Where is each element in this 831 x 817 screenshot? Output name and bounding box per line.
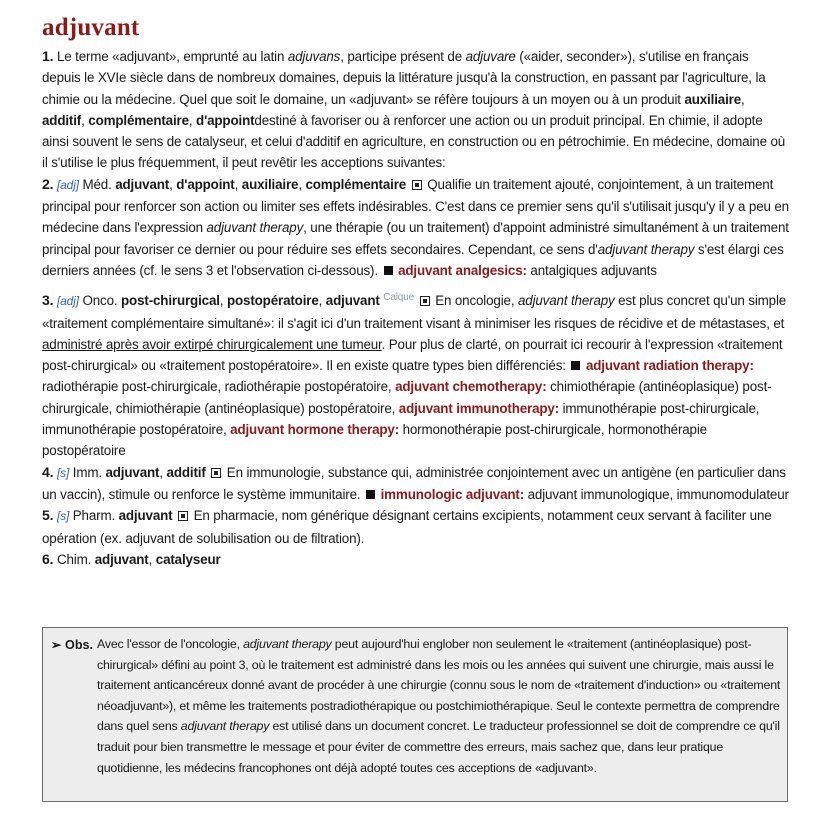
sense-text: , participe présent de (340, 49, 466, 64)
pos-tag: [s] (56, 465, 70, 480)
latin-term: adjuvans (287, 49, 341, 64)
entry-title: adjuvant (42, 14, 140, 41)
domain-label: Méd. (78, 176, 116, 192)
sense-5 (42, 505, 790, 549)
equivalent-term: d'appoint (196, 112, 255, 128)
separator: , (188, 112, 197, 128)
english-term: adjuvant therapy (517, 293, 615, 309)
equivalent-term: adjuvant (115, 176, 170, 192)
observation-segment: Avec l'essor de l'oncologie, (97, 637, 244, 651)
sense-text: destiné à favoriser ou à renforcer une action ou un produit principal. En chimie, il adopte ainsi souvent le sens de catalyseur, et celui d'additif en agriculture, en construction ou en pétrochimie. En médecine, domaine où il s'utilise le plus fréquemment, il peut revêtir les acceptions suivantes: (42, 112, 786, 171)
equivalent-term: complémentaire (88, 112, 189, 128)
collocation-translation: adjuvant immunologique, immunomodulateur (524, 486, 789, 502)
equivalent-term: adjuvant (94, 551, 149, 567)
separator: , (219, 293, 227, 309)
collocation-marker-icon (384, 266, 393, 275)
observation-segment: est utilisé dans un document concret. Le traducteur professionnel se doit de comprendre ce qu'il traduit pour bien transmettre le message et pour éviter de commettre des erreurs, mais sachez que, dans leur pratique quotidienne, les médecins francophones ont déjà adopté toutes ces acceptions de «adjuvant». (97, 719, 780, 775)
definition-marker-icon (178, 511, 188, 521)
observation-label: ➢ Obs. (51, 638, 94, 652)
sense-text: Le terme «adjuvant», emprunté au latin (53, 49, 288, 64)
collocation-term: adjuvant immunotherapy: (398, 400, 560, 416)
domain-label: Pharm. (69, 508, 119, 524)
english-term: adjuvant therapy (206, 220, 304, 236)
sense-4 (42, 462, 790, 506)
collocation-term: immunologic adjuvant: (380, 486, 525, 502)
sense-text: En immunologie, substance qui, administrée conjointement avec un antigène (en particulier dans un vaccin), stimule ou renforce le système immunitaire. (42, 464, 786, 502)
english-term: adjuvant therapy (180, 719, 270, 734)
collocation-marker-icon (571, 361, 580, 370)
sense-3 (42, 287, 790, 461)
sense-text: , une thérapie (ou un traitement) d'appoint administré simultanément à un traitement principal pour favoriser ce dernier ou pour réduire ses effets secondaires. Cependant, ce sens d' (42, 220, 789, 257)
sense-number: 1. (42, 48, 54, 64)
collocation-translation: immunothérapie post-chirurgicale, immunothérapie postopératoire, (42, 400, 760, 438)
collocation-term: adjuvant chemotherapy: (395, 379, 547, 395)
collocation-translation: hormonothérapie post-chirurgicale, hormonothérapie postopératoire (42, 422, 707, 459)
equivalent-term: d'appoint (176, 176, 235, 192)
domain-label: Onco. (78, 293, 122, 309)
english-term: adjuvant therapy (243, 637, 332, 651)
collocation-term: adjuvant analgesics: (398, 262, 527, 278)
sense-6 (42, 549, 790, 570)
separator: , (741, 91, 745, 107)
pos-tag: [adj] (56, 177, 79, 192)
sense-text: s'est élargi ces derniers années (cf. le sens 3 et l'observation ci-dessous). (42, 241, 784, 278)
separator: , (159, 464, 167, 480)
collocation-marker-icon (366, 490, 375, 499)
observation-box (42, 627, 788, 802)
observation-segment: peut aujourd'hui englober non seulement le «traitement (antinéoplasique) post-chirurgical» défini au point 3, où le traitement est administré dans les mois ou les années qui suivent une chirurgie, mais aussi le traitement anticancéreux donné avant de procéder à une chirurgie (connu sous le nom de «traitement d'induction» ou «traitement néoadjuvant»), et même les traitements postradiothérapique ou postchimiothérapique. Seul le contexte permettra de comprendre dans quel sens (97, 637, 781, 734)
sense-text: En pharmacie, nom générique désignant certains excipients, notamment ceux servant à faciliter une opération (ex. adjuvant de solubilisation ou de filtration). (42, 508, 772, 546)
sense-text: En oncologie, (431, 293, 518, 309)
underlined-phrase: administré après avoir extirpé chirurgicalement une tumeur (42, 336, 382, 352)
equivalent-term: auxiliaire (241, 176, 299, 192)
separator: , (318, 293, 326, 309)
collocation-term: adjuvant hormone therapy: (230, 422, 400, 438)
collocation-translation: radiothérapie post-chirurgicale, radiothérapie postopératoire, (42, 379, 396, 395)
separator: , (81, 112, 89, 128)
equivalent-term: complémentaire (305, 176, 407, 192)
separator: , (234, 176, 242, 192)
separator: , (298, 176, 306, 192)
equivalent-term: additif (42, 112, 82, 128)
domain-label: Chim. (53, 551, 95, 567)
equivalent-term: adjuvant (118, 508, 173, 524)
sense-number: 5. (42, 507, 54, 524)
latin-term: adjuvare (465, 49, 516, 64)
sense-number: 2. (42, 175, 54, 192)
collocation-term: adjuvant radiation therapy: (585, 358, 754, 374)
collocation-translation: chimiothérapie (antinéoplasique) post-chirurgicale, chimiothérapie (antinéoplasique) postopératoire, (42, 379, 772, 416)
sense-number: 3. (42, 292, 54, 309)
collocation-translation: antalgiques adjuvants (526, 262, 657, 278)
equivalent-term: adjuvant (105, 464, 160, 480)
definition-marker-icon (420, 296, 430, 306)
equivalent-term: postopératoire (226, 293, 319, 309)
separator: , (148, 551, 156, 567)
definition-marker-icon (412, 180, 422, 190)
calque-label: Calque (383, 292, 415, 304)
sense-text: («aider, seconder»), s'utilise en français depuis le XVIe siècle dans de nombreux domaines, depuis la littérature jusqu'à la construction, en passant par l'agriculture, la chimie ou la médecine. Quel que soit le domaine, un «adjuvant» se réfère toujours à un moyen ou à un produit (42, 49, 766, 107)
dictionary-entry (42, 14, 790, 570)
sense-2 (42, 174, 790, 281)
separator: , (169, 176, 177, 192)
definition-marker-icon (211, 468, 221, 478)
equivalent-term: auxiliaire (684, 91, 741, 107)
observation-text (97, 634, 783, 778)
sense-text: est plus concret qu'un simple «traitement complémentaire simultané»: il s'agit ici d'un traitement visant à minimiser les risques de récidive et de métastases, et (42, 293, 787, 331)
sense-text: . Pour plus de clarté, on pourrait ici recourir à l'expression «traitement post-chirurgical» ou «traitement postopératoire». Il en existe quatre types bien différenciés: (42, 336, 783, 374)
domain-label: Imm. (69, 464, 106, 480)
english-term: adjuvant therapy (597, 241, 695, 257)
sense-number: 4. (42, 463, 54, 480)
equivalent-term: catalyseur (155, 551, 221, 567)
equivalent-term: additif (166, 464, 206, 480)
equivalent-term: post-chirurgical (121, 293, 220, 309)
pos-tag: [s] (56, 509, 70, 524)
pos-tag: [adj] (56, 294, 79, 309)
sense-1 (42, 46, 790, 174)
sense-number: 6. (42, 550, 54, 567)
sense-text: Qualifie un traitement ajouté, conjointement, à un traitement principal pour renforcer son action ou limiter ses effets indésirables. C'est dans ce premier sens qu'il s'utilisait jusqu'y il y a peu en médecine dans l'expression (42, 176, 789, 236)
equivalent-term: adjuvant (325, 293, 380, 309)
